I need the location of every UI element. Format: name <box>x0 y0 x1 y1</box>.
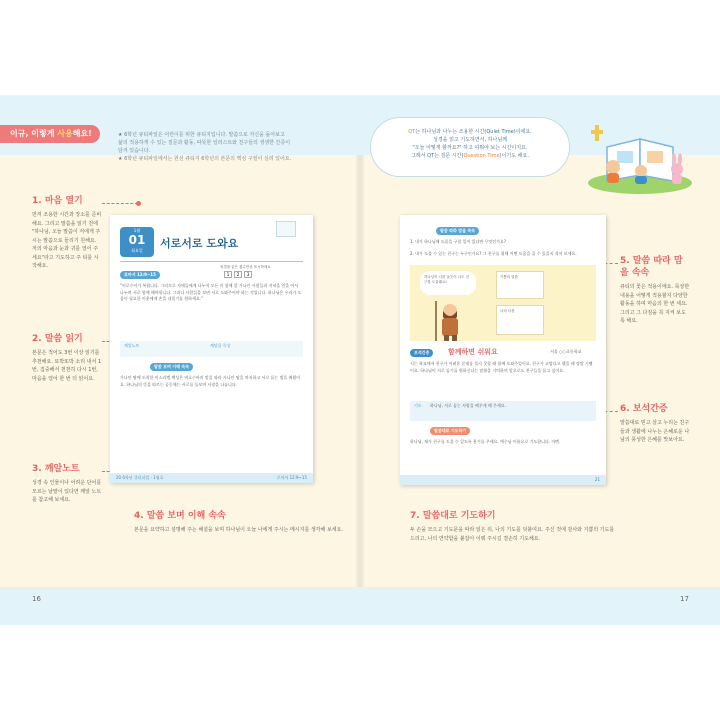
intro-line: 삶의 적용하게 수 있는 질문과 활동, 따뜻한 일러스트와 친구들의 생생한 간증이 <box>118 140 291 146</box>
step-1-block <box>32 195 102 271</box>
page-number-right: 17 <box>680 595 689 603</box>
left-sample-page <box>110 215 313 483</box>
step-6-body: 말씀대로 믿고 살고 누리는 친구들과 생활에 나누는 은혜로운 나님의 풍성한 은혜를 맛보아요. <box>620 420 690 443</box>
question-2: 2. 내가 도울 수 있는 친구는 누구인가요? 그 친구를 위해 어떤 도움을 줄 수 있을지 적어 보세요. <box>410 251 577 256</box>
step-4-title: 4. 말씀 보며 이해 속속 <box>134 511 226 521</box>
note-label: 깨달음 묵상 <box>210 343 231 348</box>
step-5-body: 큐티의 꽃은 적용이에요. 묵상한 내용을 어떻게 적용할지 다양한 활동을 하며 마음의 한 번 세요. 그리고 그 다짐을 꼭 지켜 보도록 해요. <box>620 284 690 324</box>
bubble-line: "오늘 어떻게 할까요?" 하고 여쭤야 보는 시간이지요. <box>412 145 528 151</box>
resolution-box: 나의 다짐 <box>496 305 544 335</box>
footer-text: 20 6학년 큐티파일 · 1월호 <box>116 475 164 480</box>
gem-prayer-text: 하나님, 서로 돕는 사랑을 배우게 해 주세요. <box>430 403 506 408</box>
read-check-box[interactable]: 2 <box>234 271 242 278</box>
usage-tag <box>0 125 100 143</box>
gem-prayer-box <box>410 401 596 421</box>
badge-month: 1월 <box>133 228 141 233</box>
badge-day: 01 <box>128 233 146 247</box>
read-check-box[interactable]: 3 <box>244 271 252 278</box>
bubble-line: 성경을 읽고 기도하면서, 하나님께 <box>433 137 507 143</box>
usage-tag-suffix: 해요! <box>72 129 92 138</box>
intro-line: 담겨 있습니다. <box>118 148 151 154</box>
usage-tag-prefix: 이규, 이렇게 <box>10 129 58 138</box>
scripture-text: "이로수이가 복됩니다. 그러므로 자매들에게 나누어 모든 이 함께 할 가나안 사람들과 저녁을 얻을 어서 나누며 서로 함께 해야합니다. 그러나 사람들을 보면 서로 도와주어야 하는 것입니다. 하나님은 우리가 도움이 필요한 이웃에게 손을 내밀기를 원하세요." <box>120 283 302 301</box>
step-5-block <box>620 255 690 326</box>
step-1-body: 먼저 조용한 시간과 장소를 준비해요. 그리고 말씀을 읽기 전에 "하나님, 오늘 말씀이 저에게 주시는 말씀으로 들리기 원해요. 저의 마음과 눈과 귀를 열어 주세요"라고 기도하고 주 티를 시작해요. <box>32 212 102 269</box>
step-3-body: 성경 속 인물이나 어려운 단어를 모르는 낱말이 있다면 깨알 노트를 참고해 보세요. <box>32 480 102 503</box>
center-fold <box>356 155 364 587</box>
step-7-block <box>410 510 620 543</box>
step-2-block <box>32 333 102 383</box>
step-4-body: 본문을 요약하고 설명해 주는 해설을 보며 하나님이 오늘 나에게 주시는 메시지를 생각해 보세요. <box>134 527 344 533</box>
step-4-block <box>134 510 344 535</box>
step-6-block <box>620 403 690 445</box>
step-3-title: 3. 깨알노트 <box>32 464 80 474</box>
step-5-title: 5. 말씀 따라 맘을 속속 <box>620 256 683 278</box>
badge-weekday: 화요일 <box>131 248 143 253</box>
qt-label: QT <box>408 129 416 135</box>
question-1: 1. 내가 하나님께 도움을 구할 일이 있다면 무엇인가요? <box>410 239 506 244</box>
scripture-reference: 로마서 12:9~15 <box>120 271 160 279</box>
intro-line: ★ 6학년 큐티파일에서는 원선 큐티지 6학년의 본문의 핵심 구절이 실려 있어요. <box>118 156 292 162</box>
day-badge <box>120 227 154 257</box>
children-reading-bible-illustration <box>585 105 695 195</box>
read-check-box[interactable]: 1 <box>224 271 232 278</box>
prayer-text: 하나님, 제가 친구를 도울 수 있도록 용기를 주세요. 예수님 이름으로 기도합니다. 아멘. <box>410 439 561 444</box>
hero-with-spear-illustration <box>430 299 470 341</box>
step-1-title: 1. 마음 열기 <box>32 196 83 206</box>
qt-speech-bubble <box>370 117 570 177</box>
section-heading: 말씀 따라 맘을 속속 <box>436 227 479 235</box>
bottom-band <box>0 587 720 625</box>
step-7-body: 두 손을 모으고 기도문을 따라 읽은 뒤, 나의 기도를 덧붙여요. 주신 것에 감사와 기쁨의 기도를 드리고, 나의 연약함을 붙잡아 이뤄 주시길 결손히 기도해요. <box>410 527 615 542</box>
devotion-title: 서로서로 도와요 <box>160 237 239 250</box>
read-check-label: 성경을 읽은 횟수만큼 표시하세요 <box>220 265 271 269</box>
right-page-footer <box>400 475 606 485</box>
bubble-line: )이기도 해요. <box>499 153 529 159</box>
gem-prayer-label: 기도 <box>414 403 422 408</box>
step-7-title: 7. 말씀대로 기도하기 <box>410 511 496 521</box>
magazine-spread <box>0 95 720 625</box>
divider <box>120 261 303 262</box>
bible-icon <box>276 221 296 237</box>
step-2-body: 본문은 적어도 3번 이상 읽기를 추천해요. 또박또박 소리 내서 1번, 집중해서 천천히 다시 1번, 마음을 열어 한 번 더 읽어요. <box>32 350 102 382</box>
right-sample-page <box>400 215 606 485</box>
note-label: 깨알노트 <box>124 343 140 348</box>
step-6-title: 6. 보석간증 <box>620 404 668 414</box>
connector-line <box>102 203 138 204</box>
question-time-label: Question Time <box>463 153 500 159</box>
section-heading: 말씀 보며 이해 속속 <box>150 363 193 371</box>
usage-tag-highlight: 사용 <box>57 129 73 138</box>
read-checkboxes <box>224 271 252 278</box>
page-number-left: 16 <box>32 595 41 603</box>
gem-author: 서울 ○○초등학교 <box>550 349 582 354</box>
gem-title: 함께하면 쉬워요 <box>448 348 498 356</box>
left-page-footer <box>110 473 313 483</box>
note-box <box>120 341 303 357</box>
prayer-heading: 말씀대로 기도하기 <box>430 427 470 435</box>
step-2-title: 2. 말씀 읽기 <box>32 334 83 344</box>
step-3-block <box>32 463 102 505</box>
word-box: 기쁨의 말씀 <box>496 271 544 299</box>
footer-text: 21 <box>594 477 600 482</box>
gem-body: 저는 학교에서 친구가 어려운 문제를 풀지 못할 때 함께 도와주었어요. 친구가 고맙다고 했을 때 정말 기뻤어요. 하나님이 서로 돕기를 원하신다는 말씀을 기억하며 앞으로도 친구들을 돕고 싶어요. <box>410 361 593 373</box>
intro-line: ★ 6학년 큐티파일은 어린이를 위한 큐티지입니다. 말씀으로 자신을 돌아보고 <box>118 132 285 138</box>
commentary-text: 가나안 땅에 도착한 이스라엘 백성은 여호수아의 말을 따라 가나안 땅을 차지하고 서로 돕는 법을 배웠어요. 하나님의 뜻을 따르는 공동체는 서로를 돌보며 사랑을 나눕니다. <box>120 375 301 387</box>
connector-dot <box>136 201 141 206</box>
gem-tag: 보석간증 <box>410 349 433 357</box>
hero-speech: 하나님이 나를 돕듯이 나도 친구를 도울래요! <box>420 271 476 295</box>
intro-text <box>118 131 318 163</box>
bubble-line: 는 하나님과 나누는 조용한 시간(Quiet Time)이에요. <box>415 129 532 135</box>
footer-text: 로마서 12:9~15 <box>276 475 307 480</box>
bubble-line: 그래서 QT는 질문 시간( <box>411 153 464 159</box>
